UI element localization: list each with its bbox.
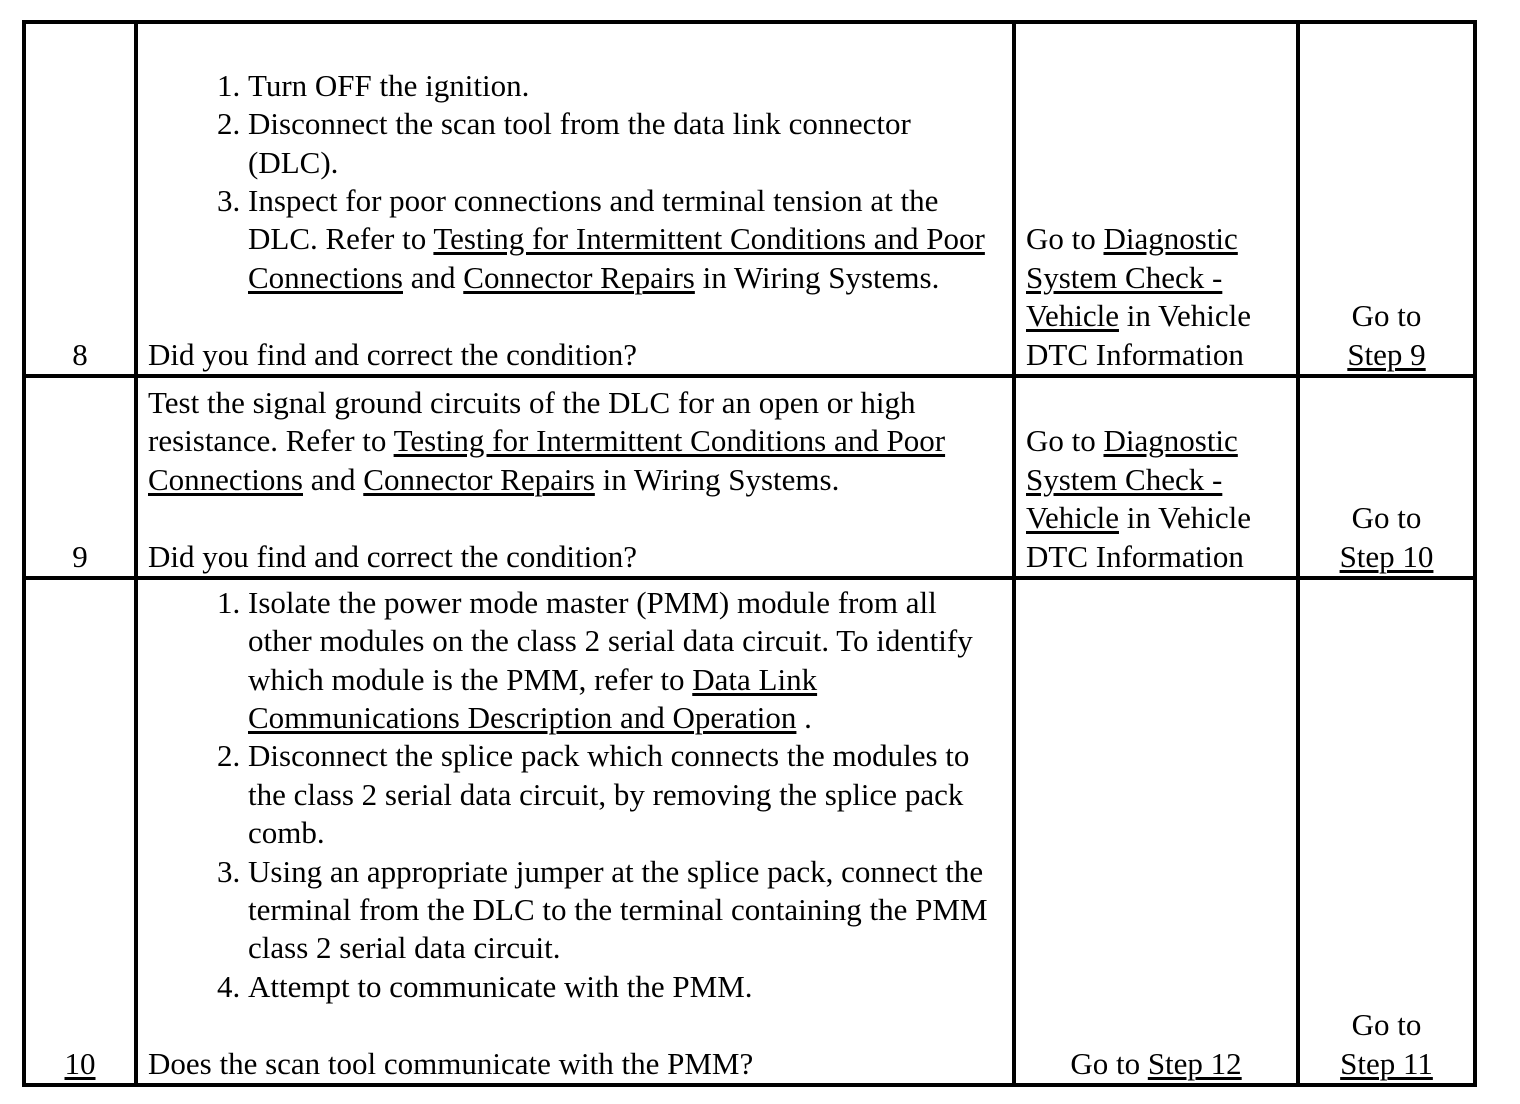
step-number: 9 <box>72 538 88 574</box>
no-result-link-wrap <box>1310 538 1463 576</box>
text-run: . <box>796 699 812 735</box>
instruction-paragraph <box>148 384 1002 499</box>
no-result-cell <box>1298 376 1475 578</box>
no-result-cell <box>1298 578 1475 1085</box>
steps-body <box>24 22 1475 1085</box>
step-number-cell <box>24 22 136 376</box>
spacer <box>148 499 1002 537</box>
reference-link[interactable]: Connector Repairs <box>463 259 695 295</box>
text-run: Turn OFF the ignition. <box>248 67 530 103</box>
question-text: Did you find and correct the condition? <box>148 538 637 574</box>
action-cell <box>136 578 1014 1085</box>
text-run: Go to <box>1026 423 1104 459</box>
spacer <box>148 297 1002 335</box>
question-text: Did you find and correct the condition? <box>148 336 637 372</box>
text-run: Go to <box>1070 1045 1148 1081</box>
step-number-cell <box>24 376 136 578</box>
action-cell <box>136 376 1014 578</box>
text-run: Using an appropriate jumper at the splice pack, connect the terminal from the DLC to the terminal containing the PMM class 2 serial data circuit. <box>248 853 988 966</box>
text-run: in Vehicle DTC Information <box>1026 298 1251 372</box>
instruction-item <box>248 853 1002 968</box>
instruction-item <box>248 67 1002 105</box>
no-result-prefix: Go to <box>1351 500 1422 536</box>
instruction-item <box>248 584 1002 738</box>
instruction-list <box>148 67 1002 297</box>
text-run: Isolate the power mode master (PMM) module from all other modules on the class 2 serial data circuit. To identify which module is the PMM, refer to <box>248 584 973 697</box>
no-result-link-wrap <box>1310 1045 1463 1083</box>
question-text: Does the scan tool communicate with the PMM? <box>148 1045 754 1081</box>
step-number-link[interactable]: 10 <box>64 1045 96 1081</box>
yes-result-cell <box>1014 376 1298 578</box>
no-result-prefix: Go to <box>1351 298 1422 334</box>
text-run: Test the signal ground circuits of the DLC for an open or high resistance. Refer to <box>148 384 916 459</box>
step-number: 8 <box>72 336 88 372</box>
text-run: and <box>303 461 364 497</box>
reference-link[interactable]: Testing for Intermittent Conditions and Poor Connections <box>248 221 985 295</box>
text-run: Go to <box>1026 221 1104 257</box>
instruction-list <box>148 584 1002 1006</box>
instruction-item <box>248 968 1002 1006</box>
step-row-8 <box>24 22 1475 376</box>
text-run: Disconnect the splice pack which connects the modules to the class 2 serial data circuit, by removing the splice pack comb. <box>248 738 970 851</box>
text-run: Inspect for poor connections and terminal tension at the DLC. Refer to <box>248 182 939 257</box>
reference-link[interactable]: Data Link Communications Description and Operation <box>248 661 818 735</box>
instruction-item <box>248 737 1002 852</box>
step-row-10 <box>24 578 1475 1085</box>
yes-result <box>1026 220 1286 374</box>
action-cell <box>136 22 1014 376</box>
yes-result <box>1026 1045 1286 1083</box>
spacer <box>148 1006 1002 1044</box>
no-result-cell <box>1298 22 1475 376</box>
text-run: in Wiring Systems. <box>594 461 840 497</box>
yes-result <box>1026 422 1286 576</box>
yes-result-cell <box>1014 22 1298 376</box>
no-result-step-link[interactable]: Step 11 <box>1340 1045 1433 1081</box>
no-result-prefix: Go to <box>1351 1007 1422 1043</box>
no-result-link-wrap <box>1310 336 1463 374</box>
text-run: Attempt to communicate with the PMM. <box>248 968 753 1004</box>
text-run: in Wiring Systems. <box>694 259 940 295</box>
no-result-step-link[interactable]: Step 10 <box>1339 538 1434 574</box>
step-row-9 <box>24 376 1475 578</box>
reference-link[interactable]: Testing for Intermittent Conditions and Poor Connections <box>148 423 946 497</box>
text-run: in Vehicle DTC Information <box>1026 500 1251 574</box>
reference-link[interactable]: Connector Repairs <box>363 461 595 497</box>
text-run: Disconnect the scan tool from the data link connector (DLC). <box>248 106 911 180</box>
reference-link[interactable]: Diagnostic System Check - Vehicle <box>1026 221 1238 334</box>
instruction-item <box>248 182 1002 297</box>
instruction-item <box>248 105 1002 182</box>
reference-link[interactable]: Step 12 <box>1147 1045 1242 1081</box>
step-number-cell <box>24 578 136 1085</box>
diagnostic-steps-table <box>22 20 1477 1087</box>
no-result-step-link[interactable]: Step 9 <box>1347 336 1426 372</box>
reference-link[interactable]: Diagnostic System Check - Vehicle <box>1026 423 1238 536</box>
text-run: and <box>403 259 464 295</box>
yes-result-cell <box>1014 578 1298 1085</box>
